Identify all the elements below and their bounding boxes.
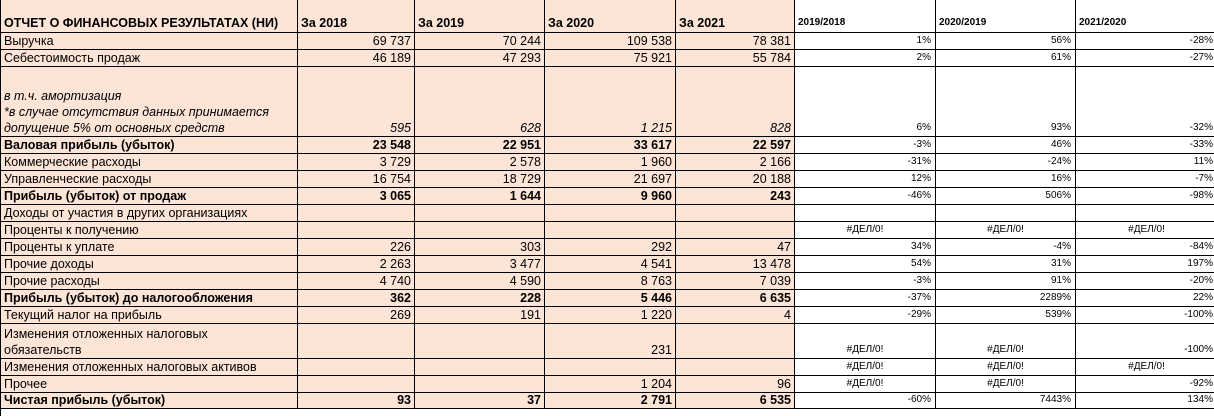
cell-amort-2019[interactable]: 628 <box>415 67 545 137</box>
cell-gross-2018[interactable]: 23 548 <box>298 137 415 154</box>
cell-intpaid-chg2[interactable]: -4% <box>936 239 1076 256</box>
cell-other-chg3[interactable]: -92% <box>1076 376 1214 393</box>
cell-opprofit-chg1[interactable]: -46% <box>795 188 936 205</box>
cell-intrec-chg2[interactable]: #ДЕЛ/0! <box>936 222 1076 239</box>
cell-dtl-chg2[interactable]: #ДЕЛ/0! <box>936 324 1076 359</box>
row-label-net-profit[interactable]: Чистая прибыль (убыток) <box>1 393 298 409</box>
row-label-gross-profit[interactable]: Валовая прибыль (убыток) <box>1 137 298 154</box>
cell-revenue-2019[interactable]: 70 244 <box>415 33 545 50</box>
cell-net-2019[interactable]: 37 <box>415 393 545 409</box>
cell-intpaid-chg3[interactable]: -84% <box>1076 239 1214 256</box>
cell-opprofit-chg3[interactable]: -98% <box>1076 188 1214 205</box>
cell-admin-chg1[interactable]: 12% <box>795 171 936 188</box>
cell-revenue-2020[interactable]: 109 538 <box>545 33 676 50</box>
cell-net-chg3[interactable]: 134% <box>1076 393 1214 409</box>
cell-intrec-chg1[interactable]: #ДЕЛ/0! <box>795 222 936 239</box>
cell-selling-chg2[interactable]: -24% <box>936 154 1076 171</box>
cell-net-2018[interactable]: 93 <box>298 393 415 409</box>
cell-amort-chg3[interactable]: -32% <box>1076 67 1214 137</box>
row-label-participation-income[interactable]: Доходы от участия в других организациях <box>1 205 298 222</box>
cell-particip-2019[interactable] <box>415 205 545 222</box>
header-change-2020-2019[interactable]: 2020/2019 <box>936 0 1076 33</box>
cell-dta-chg2[interactable]: #ДЕЛ/0! <box>936 359 1076 376</box>
cell-tax-2021[interactable]: 4 <box>676 307 795 324</box>
cell-admin-2020[interactable]: 21 697 <box>545 171 676 188</box>
cell-intpaid-2019[interactable]: 303 <box>415 239 545 256</box>
cell-gross-chg3[interactable]: -33% <box>1076 137 1214 154</box>
row-label-other[interactable]: Прочее <box>1 376 298 393</box>
cell-intrec-2021[interactable] <box>676 222 795 239</box>
cell-opprofit-2018[interactable]: 3 065 <box>298 188 415 205</box>
cell-pretax-2019[interactable]: 228 <box>415 290 545 307</box>
cell-selling-chg3[interactable]: 11% <box>1076 154 1214 171</box>
row-label-other-income[interactable]: Прочие доходы <box>1 256 298 273</box>
cell-tax-2018[interactable]: 269 <box>298 307 415 324</box>
cell-gross-chg2[interactable]: 46% <box>936 137 1076 154</box>
row-label-deferred-tax-liabilities[interactable] <box>1 324 298 359</box>
cell-tax-2019[interactable]: 191 <box>415 307 545 324</box>
cell-admin-chg2[interactable]: 16% <box>936 171 1076 188</box>
amortization-line-3: допущение 5% от основных средств <box>4 121 225 135</box>
row-label-other-expenses[interactable]: Прочие расходы <box>1 273 298 290</box>
cell-tax-chg2[interactable]: 539% <box>936 307 1076 324</box>
header-year-2020[interactable]: За 2020 <box>545 0 676 33</box>
cell-intpaid-2018[interactable]: 226 <box>298 239 415 256</box>
cell-dta-2020[interactable] <box>545 359 676 376</box>
cell-othinc-2018[interactable]: 2 263 <box>298 256 415 273</box>
row-label-operating-profit[interactable]: Прибыль (убыток) от продаж <box>1 188 298 205</box>
cell-admin-chg3[interactable]: -7% <box>1076 171 1214 188</box>
cell-intrec-chg3[interactable]: #ДЕЛ/0! <box>1076 222 1214 239</box>
cell-dta-2018[interactable] <box>298 359 415 376</box>
cell-pretax-2021[interactable]: 6 635 <box>676 290 795 307</box>
cell-particip-2021[interactable] <box>676 205 795 222</box>
cell-cost-2020[interactable]: 75 921 <box>545 50 676 67</box>
cell-intpaid-chg1[interactable]: 34% <box>795 239 936 256</box>
row-label-interest-paid[interactable]: Проценты к уплате <box>1 239 298 256</box>
cell-amort-2021[interactable]: 828 <box>676 67 795 137</box>
cell-othinc-chg3[interactable]: 197% <box>1076 256 1214 273</box>
cell-amort-2020[interactable]: 1 215 <box>545 67 676 137</box>
cell-selling-2021[interactable]: 2 166 <box>676 154 795 171</box>
cell-net-chg2[interactable]: 7443% <box>936 393 1076 409</box>
cell-tax-chg1[interactable]: -29% <box>795 307 936 324</box>
cell-particip-chg1[interactable] <box>795 205 936 222</box>
amortization-line-2: *в случае отсутствия данных принимается <box>4 105 269 119</box>
cell-revenue-chg3[interactable]: -28% <box>1076 33 1214 50</box>
cell-pretax-2020[interactable]: 5 446 <box>545 290 676 307</box>
row-label-pretax-profit[interactable]: Прибыль (убыток) до налогообложения <box>1 290 298 307</box>
cell-revenue-2018[interactable]: 69 737 <box>298 33 415 50</box>
cell-pretax-2018[interactable]: 362 <box>298 290 415 307</box>
cell-particip-chg2[interactable] <box>936 205 1076 222</box>
cell-intpaid-2021[interactable]: 47 <box>676 239 795 256</box>
cell-selling-2019[interactable]: 2 578 <box>415 154 545 171</box>
cell-othexp-chg1[interactable]: -3% <box>795 273 936 290</box>
cell-other-2018[interactable] <box>298 376 415 393</box>
cell-othexp-2018[interactable]: 4 740 <box>298 273 415 290</box>
cell-opprofit-2021[interactable]: 243 <box>676 188 795 205</box>
header-year-2021[interactable]: За 2021 <box>676 0 795 33</box>
cell-cost-chg3[interactable]: -27% <box>1076 50 1214 67</box>
deferred-liab-line-1: Изменения отложенных налоговых <box>4 327 208 341</box>
cell-cost-2019[interactable]: 47 293 <box>415 50 545 67</box>
row-label-admin-expenses[interactable]: Управленческие расходы <box>1 171 298 188</box>
cell-cost-2018[interactable]: 46 189 <box>298 50 415 67</box>
cell-net-2020[interactable]: 2 791 <box>545 393 676 409</box>
cell-tax-chg3[interactable]: -100% <box>1076 307 1214 324</box>
cell-opprofit-chg2[interactable]: 506% <box>936 188 1076 205</box>
cell-revenue-2021[interactable]: 78 381 <box>676 33 795 50</box>
cell-admin-2018[interactable]: 16 754 <box>298 171 415 188</box>
deferred-liab-line-2: обязательств <box>4 343 82 357</box>
cell-opprofit-2020[interactable]: 9 960 <box>545 188 676 205</box>
cell-gross-2020[interactable]: 33 617 <box>545 137 676 154</box>
cell-gross-2019[interactable]: 22 951 <box>415 137 545 154</box>
cell-admin-2021[interactable]: 20 188 <box>676 171 795 188</box>
row-label-amortization[interactable] <box>1 67 298 137</box>
cell-other-chg1[interactable]: #ДЕЛ/0! <box>795 376 936 393</box>
cell-othexp-chg2[interactable]: 91% <box>936 273 1076 290</box>
cell-tax-2020[interactable]: 1 220 <box>545 307 676 324</box>
cell-dtl-2020[interactable]: 231 <box>545 324 676 359</box>
cell-net-chg1[interactable]: -60% <box>795 393 936 409</box>
cell-intrec-2018[interactable] <box>298 222 415 239</box>
cell-pretax-chg1[interactable]: -37% <box>795 290 936 307</box>
header-year-2018[interactable]: За 2018 <box>298 0 415 33</box>
cell-dta-chg3[interactable]: #ДЕЛ/0! <box>1076 359 1214 376</box>
cell-cost-2021[interactable]: 55 784 <box>676 50 795 67</box>
cell-selling-chg1[interactable]: -31% <box>795 154 936 171</box>
header-title[interactable]: ОТЧЕТ О ФИНАНСОВЫХ РЕЗУЛЬТАТАХ (НИ) <box>1 0 298 33</box>
cell-selling-2018[interactable]: 3 729 <box>298 154 415 171</box>
cell-amort-chg2[interactable]: 93% <box>936 67 1076 137</box>
cell-other-chg2[interactable]: #ДЕЛ/0! <box>936 376 1076 393</box>
cell-particip-chg3[interactable] <box>1076 205 1214 222</box>
cell-selling-2020[interactable]: 1 960 <box>545 154 676 171</box>
amortization-line-1: в т.ч. амортизация <box>4 89 122 103</box>
cell-net-2021[interactable]: 6 535 <box>676 393 795 409</box>
row-label-deferred-tax-assets[interactable]: Изменения отложенных налоговых активов <box>1 359 298 376</box>
cell-pretax-chg2[interactable]: 2289% <box>936 290 1076 307</box>
cell-dtl-2019[interactable] <box>415 324 545 359</box>
cell-othinc-chg1[interactable]: 54% <box>795 256 936 273</box>
cell-particip-2018[interactable] <box>298 205 415 222</box>
cell-dta-2021[interactable] <box>676 359 795 376</box>
row-label-selling-expenses[interactable]: Коммерческие расходы <box>1 154 298 171</box>
cell-gross-chg1[interactable]: -3% <box>795 137 936 154</box>
cell-gross-2021[interactable]: 22 597 <box>676 137 795 154</box>
cell-othinc-2020[interactable]: 4 541 <box>545 256 676 273</box>
cell-othexp-2019[interactable]: 4 590 <box>415 273 545 290</box>
cell-othexp-2021[interactable]: 7 039 <box>676 273 795 290</box>
cell-intrec-2019[interactable] <box>415 222 545 239</box>
cell-dtl-2021[interactable] <box>676 324 795 359</box>
cell-revenue-chg1[interactable]: 1% <box>795 33 936 50</box>
cell-othinc-2019[interactable]: 3 477 <box>415 256 545 273</box>
cell-othinc-2021[interactable]: 13 478 <box>676 256 795 273</box>
cell-revenue-chg2[interactable]: 56% <box>936 33 1076 50</box>
cell-intrec-2020[interactable] <box>545 222 676 239</box>
row-label-revenue[interactable]: Выручка <box>1 33 298 50</box>
cell-intpaid-2020[interactable]: 292 <box>545 239 676 256</box>
cell-particip-2020[interactable] <box>545 205 676 222</box>
cell-cost-chg2[interactable]: 61% <box>936 50 1076 67</box>
header-change-2019-2018[interactable]: 2019/2018 <box>795 0 936 33</box>
row-label-interest-received[interactable]: Проценты к получению <box>1 222 298 239</box>
cell-othinc-chg2[interactable]: 31% <box>936 256 1076 273</box>
cell-amort-2018[interactable]: 595 <box>298 67 415 137</box>
header-change-2021-2020[interactable]: 2021/2020 <box>1076 0 1214 33</box>
cell-dta-chg1[interactable]: #ДЕЛ/0! <box>795 359 936 376</box>
cell-dtl-2018[interactable] <box>298 324 415 359</box>
cell-dtl-chg1[interactable]: #ДЕЛ/0! <box>795 324 936 359</box>
cell-othexp-chg3[interactable]: -20% <box>1076 273 1214 290</box>
cell-dtl-chg3[interactable]: -100% <box>1076 324 1214 359</box>
cell-opprofit-2019[interactable]: 1 644 <box>415 188 545 205</box>
row-label-current-tax[interactable]: Текущий налог на прибыль <box>1 307 298 324</box>
cell-cost-chg1[interactable]: 2% <box>795 50 936 67</box>
cell-amort-chg1[interactable]: 6% <box>795 67 936 137</box>
cell-other-2020[interactable]: 1 204 <box>545 376 676 393</box>
cell-dta-2019[interactable] <box>415 359 545 376</box>
cell-other-2021[interactable]: 96 <box>676 376 795 393</box>
cell-othexp-2020[interactable]: 8 763 <box>545 273 676 290</box>
row-label-cost-of-sales[interactable]: Себестоимость продаж <box>1 50 298 67</box>
cell-other-2019[interactable] <box>415 376 545 393</box>
cell-admin-2019[interactable]: 18 729 <box>415 171 545 188</box>
header-year-2019[interactable]: За 2019 <box>415 0 545 33</box>
cell-pretax-chg3[interactable]: 22% <box>1076 290 1214 307</box>
